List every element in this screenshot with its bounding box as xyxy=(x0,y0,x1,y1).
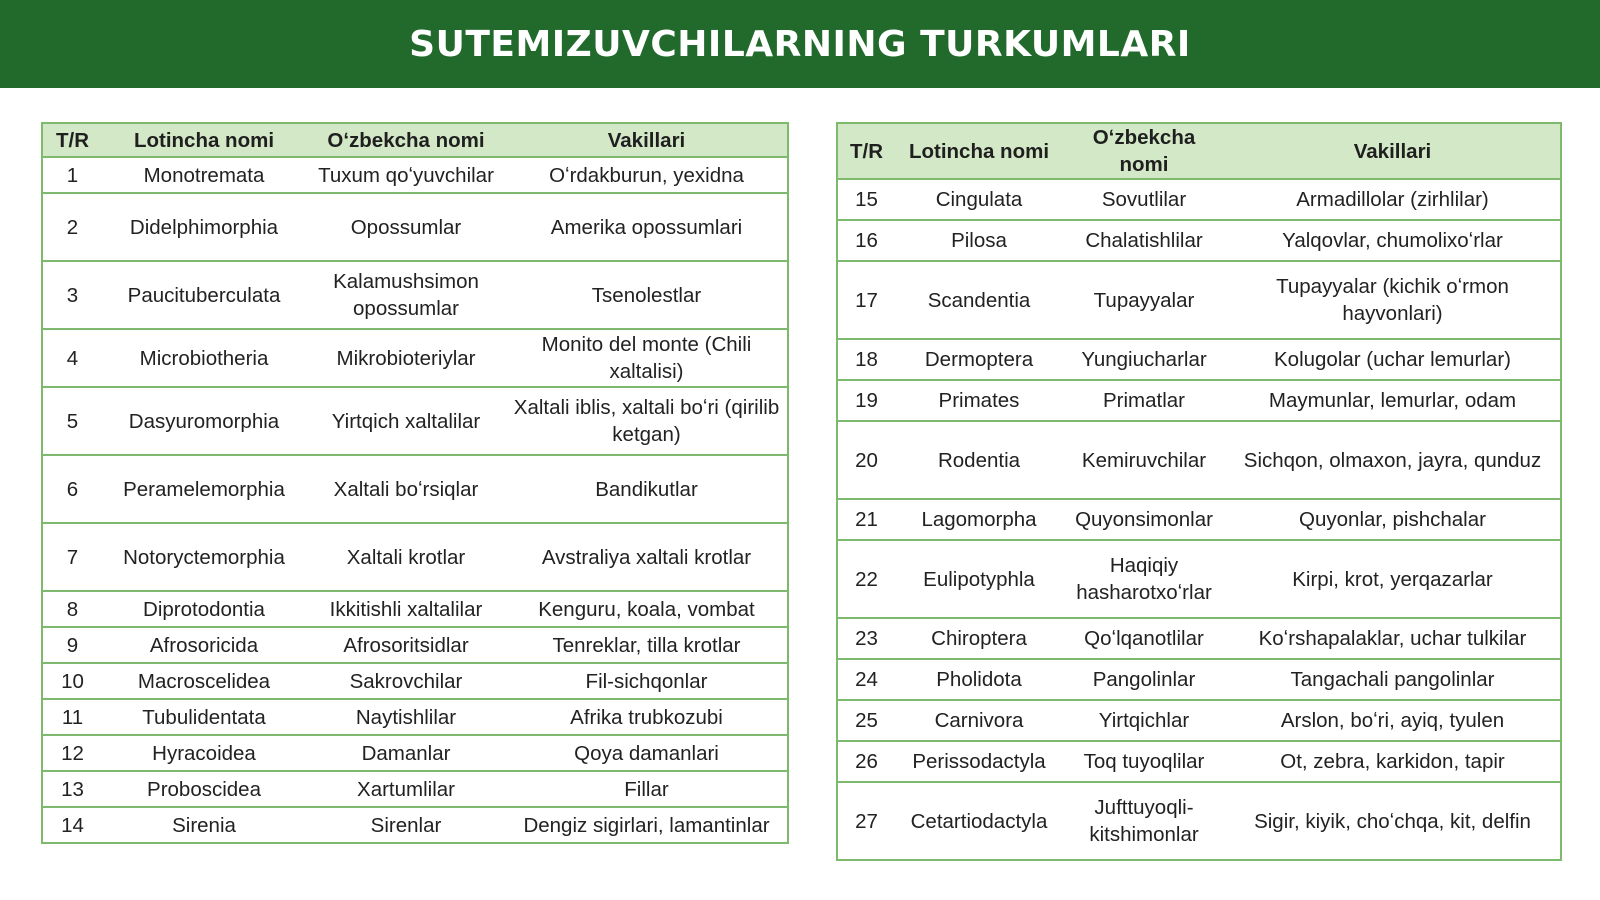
row-number: 27 xyxy=(837,782,895,860)
row-number: 3 xyxy=(42,261,102,329)
table-row xyxy=(42,387,788,455)
table-row xyxy=(42,663,788,699)
uzbek-name: Opossumlar xyxy=(306,193,506,261)
table-row xyxy=(837,179,1561,220)
examples: Fil-sichqonlar xyxy=(506,663,788,699)
latin-name: Proboscidea xyxy=(102,771,306,807)
latin-name: Didelphimorphia xyxy=(102,193,306,261)
latin-name: Lagomorpha xyxy=(895,499,1063,540)
uzbek-name: Haqiqiy hasharotxoʻrlar xyxy=(1063,540,1225,618)
uzbek-name: Yungiucharlar xyxy=(1063,339,1225,380)
row-number: 23 xyxy=(837,618,895,659)
examples: Bandikutlar xyxy=(506,455,788,523)
examples: Xaltali iblis, xaltali boʻri (qirilib ketgan) xyxy=(506,387,788,455)
table-row xyxy=(42,735,788,771)
uzbek-name: Mikrobioteriylar xyxy=(306,329,506,387)
examples: Dengiz sigirlari, lamantinlar xyxy=(506,807,788,843)
row-number: 14 xyxy=(42,807,102,843)
uzbek-name: Xaltali boʻrsiqlar xyxy=(306,455,506,523)
row-number: 2 xyxy=(42,193,102,261)
examples: Tenreklar, tilla krotlar xyxy=(506,627,788,663)
examples: Fillar xyxy=(506,771,788,807)
examples: Ot, zebra, karkidon, tapir xyxy=(1225,741,1561,782)
uzbek-name: Toq tuyoqlilar xyxy=(1063,741,1225,782)
examples: Maymunlar, lemurlar, odam xyxy=(1225,380,1561,421)
examples: Monito del monte (Chili xaltalisi) xyxy=(506,329,788,387)
table-row xyxy=(42,523,788,591)
row-number: 10 xyxy=(42,663,102,699)
uzbek-name: Xaltali krotlar xyxy=(306,523,506,591)
latin-name: Carnivora xyxy=(895,700,1063,741)
row-number: 17 xyxy=(837,261,895,339)
latin-name: Tubulidentata xyxy=(102,699,306,735)
uzbek-name: Xartumlilar xyxy=(306,771,506,807)
latin-name: Scandentia xyxy=(895,261,1063,339)
uzbek-name: Yirtqichlar xyxy=(1063,700,1225,741)
latin-name: Dermoptera xyxy=(895,339,1063,380)
latin-name: Afrosoricida xyxy=(102,627,306,663)
table-row xyxy=(42,261,788,329)
examples: Armadillolar (zirhlilar) xyxy=(1225,179,1561,220)
row-number: 20 xyxy=(837,421,895,499)
row-number: 6 xyxy=(42,455,102,523)
row-number: 15 xyxy=(837,179,895,220)
header-latin-name: Lotincha nomi xyxy=(895,123,1063,179)
table-row xyxy=(42,807,788,843)
table-row xyxy=(837,618,1561,659)
uzbek-name: Sakrovchilar xyxy=(306,663,506,699)
row-number: 13 xyxy=(42,771,102,807)
header-examples: Vakillari xyxy=(1225,123,1561,179)
table-row xyxy=(42,627,788,663)
table-row xyxy=(837,700,1561,741)
row-number: 4 xyxy=(42,329,102,387)
table-header xyxy=(837,123,1561,179)
latin-name: Rodentia xyxy=(895,421,1063,499)
uzbek-name: Kemiruvchilar xyxy=(1063,421,1225,499)
uzbek-name: Afrosoritsidlar xyxy=(306,627,506,663)
latin-name: Peramelemorphia xyxy=(102,455,306,523)
examples: Sichqon, olmaxon, jayra, qunduz xyxy=(1225,421,1561,499)
latin-name: Eulipotyphla xyxy=(895,540,1063,618)
latin-name: Sirenia xyxy=(102,807,306,843)
row-number: 21 xyxy=(837,499,895,540)
orders-table-right xyxy=(836,122,1562,861)
examples: Arslon, boʻri, ayiq, tyulen xyxy=(1225,700,1561,741)
examples: Koʻrshapalaklar, uchar tulkilar xyxy=(1225,618,1561,659)
row-number: 11 xyxy=(42,699,102,735)
examples: Quyonlar, pishchalar xyxy=(1225,499,1561,540)
table-row xyxy=(837,339,1561,380)
examples: Sigir, kiyik, choʻchqa, kit, delfin xyxy=(1225,782,1561,860)
examples: Oʻrdakburun, yexidna xyxy=(506,157,788,193)
row-number: 16 xyxy=(837,220,895,261)
row-number: 1 xyxy=(42,157,102,193)
table-row xyxy=(837,741,1561,782)
header-uzbek-name: Oʻzbekcha nomi xyxy=(1063,123,1225,179)
table-body xyxy=(42,157,788,843)
latin-name: Paucituberculata xyxy=(102,261,306,329)
examples: Qoya damanlari xyxy=(506,735,788,771)
latin-name: Diprotodontia xyxy=(102,591,306,627)
uzbek-name: Damanlar xyxy=(306,735,506,771)
examples: Kenguru, koala, vombat xyxy=(506,591,788,627)
row-number: 19 xyxy=(837,380,895,421)
latin-name: Notoryctemorphia xyxy=(102,523,306,591)
uzbek-name: Pangolinlar xyxy=(1063,659,1225,700)
table-row xyxy=(837,499,1561,540)
table-row xyxy=(42,193,788,261)
row-number: 9 xyxy=(42,627,102,663)
examples: Kirpi, krot, yerqazarlar xyxy=(1225,540,1561,618)
table-row xyxy=(837,380,1561,421)
uzbek-name: Jufttuyoqli-kitshimonlar xyxy=(1063,782,1225,860)
latin-name: Cetartiodactyla xyxy=(895,782,1063,860)
table-row xyxy=(42,591,788,627)
uzbek-name: Naytishlilar xyxy=(306,699,506,735)
header-uzbek-name: Oʻzbekcha nomi xyxy=(306,123,506,157)
latin-name: Perissodactyla xyxy=(895,741,1063,782)
table-row xyxy=(837,782,1561,860)
header-tr: T/R xyxy=(42,123,102,157)
row-number: 8 xyxy=(42,591,102,627)
latin-name: Chiroptera xyxy=(895,618,1063,659)
latin-name: Primates xyxy=(895,380,1063,421)
header-examples: Vakillari xyxy=(506,123,788,157)
latin-name: Monotremata xyxy=(102,157,306,193)
examples: Yalqovlar, chumolixoʻrlar xyxy=(1225,220,1561,261)
uzbek-name: Quyonsimonlar xyxy=(1063,499,1225,540)
orders-table-left xyxy=(41,122,789,844)
uzbek-name: Kalamushsimon opossumlar xyxy=(306,261,506,329)
table-body xyxy=(837,179,1561,860)
row-number: 25 xyxy=(837,700,895,741)
table-row xyxy=(837,220,1561,261)
examples: Afrika trubkozubi xyxy=(506,699,788,735)
latin-name: Pilosa xyxy=(895,220,1063,261)
table-row xyxy=(42,329,788,387)
row-number: 24 xyxy=(837,659,895,700)
latin-name: Dasyuromorphia xyxy=(102,387,306,455)
page-title: SUTEMIZUVCHILARNING TURKUMLARI xyxy=(409,23,1191,65)
uzbek-name: Sovutlilar xyxy=(1063,179,1225,220)
row-number: 26 xyxy=(837,741,895,782)
uzbek-name: Yirtqich xaltalilar xyxy=(306,387,506,455)
uzbek-name: Qoʻlqanotlilar xyxy=(1063,618,1225,659)
table-row xyxy=(837,261,1561,339)
table-row xyxy=(837,421,1561,499)
table-header xyxy=(42,123,788,157)
examples: Tangachali pangolinlar xyxy=(1225,659,1561,700)
title-banner xyxy=(0,0,1600,88)
latin-name: Pholidota xyxy=(895,659,1063,700)
header-tr: T/R xyxy=(837,123,895,179)
examples: Amerika opossumlari xyxy=(506,193,788,261)
examples: Kolugolar (uchar lemurlar) xyxy=(1225,339,1561,380)
table-row xyxy=(42,699,788,735)
table-row xyxy=(42,455,788,523)
uzbek-name: Tupayyalar xyxy=(1063,261,1225,339)
examples: Tsenolestlar xyxy=(506,261,788,329)
row-number: 22 xyxy=(837,540,895,618)
latin-name: Hyracoidea xyxy=(102,735,306,771)
uzbek-name: Primatlar xyxy=(1063,380,1225,421)
table-row xyxy=(837,540,1561,618)
latin-name: Macroscelidea xyxy=(102,663,306,699)
uzbek-name: Chalatishlilar xyxy=(1063,220,1225,261)
uzbek-name: Tuxum qoʻyuvchilar xyxy=(306,157,506,193)
header-latin-name: Lotincha nomi xyxy=(102,123,306,157)
examples: Tupayyalar (kichik oʻrmon hayvonlari) xyxy=(1225,261,1561,339)
latin-name: Microbiotheria xyxy=(102,329,306,387)
uzbek-name: Ikkitishli xaltalilar xyxy=(306,591,506,627)
latin-name: Cingulata xyxy=(895,179,1063,220)
examples: Avstraliya xaltali krotlar xyxy=(506,523,788,591)
row-number: 18 xyxy=(837,339,895,380)
row-number: 5 xyxy=(42,387,102,455)
uzbek-name: Sirenlar xyxy=(306,807,506,843)
table-row xyxy=(837,659,1561,700)
table-row xyxy=(42,157,788,193)
row-number: 12 xyxy=(42,735,102,771)
table-row xyxy=(42,771,788,807)
row-number: 7 xyxy=(42,523,102,591)
